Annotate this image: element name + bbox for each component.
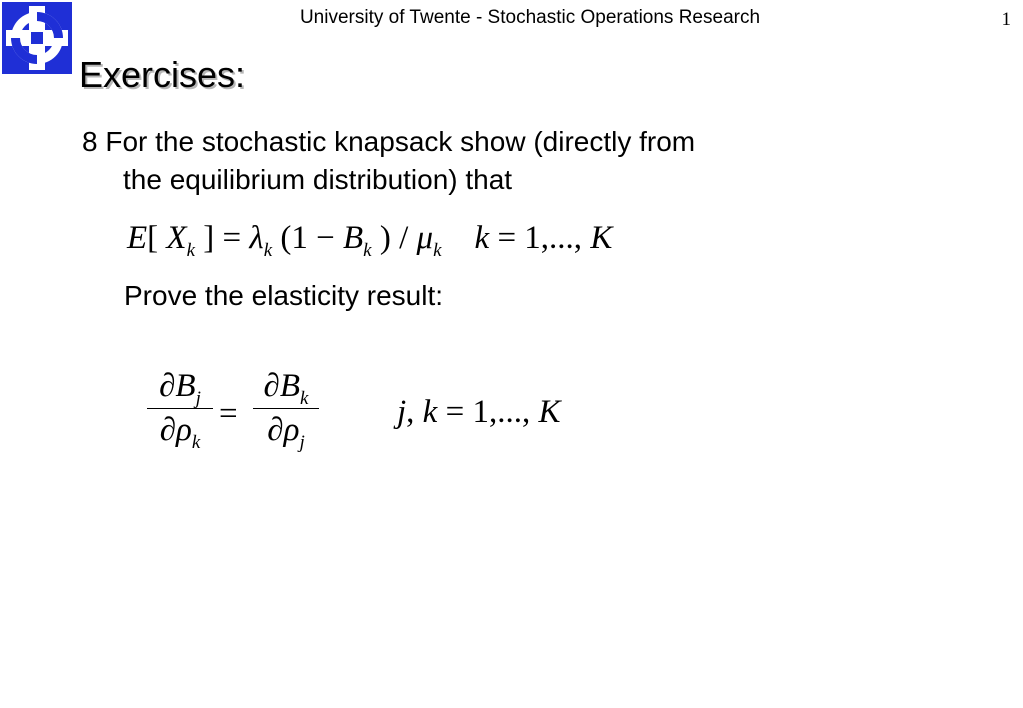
header-institution: University of Twente - Stochastic Operations Research <box>299 7 761 28</box>
prove-text: Prove the elasticity result: <box>124 280 444 311</box>
equation-expected-value: E[ $X_k$ ] = $\lambda_k$ ($1 - B_k$ ) / $\mu_k$ k = 1,..., K <box>127 220 613 261</box>
equation-index-range: j, k = 1,..., K <box>397 394 561 430</box>
equals-sign: = <box>219 396 238 432</box>
exercise-text-line2: the equilibrium distribution) that <box>123 164 513 195</box>
slide-title: Exercises: <box>79 54 246 95</box>
exercise-text-line1: 8 For the stochastic knapsack show (directly from <box>82 126 696 157</box>
fraction-dbk-drhoj: $\partial B_k$ $\partial\rho_j$ <box>253 368 319 449</box>
page-number: 1 <box>1001 9 1011 30</box>
fraction-dbj-drhok: $\partial B_j$ $\partial\rho_k$ <box>147 368 213 449</box>
